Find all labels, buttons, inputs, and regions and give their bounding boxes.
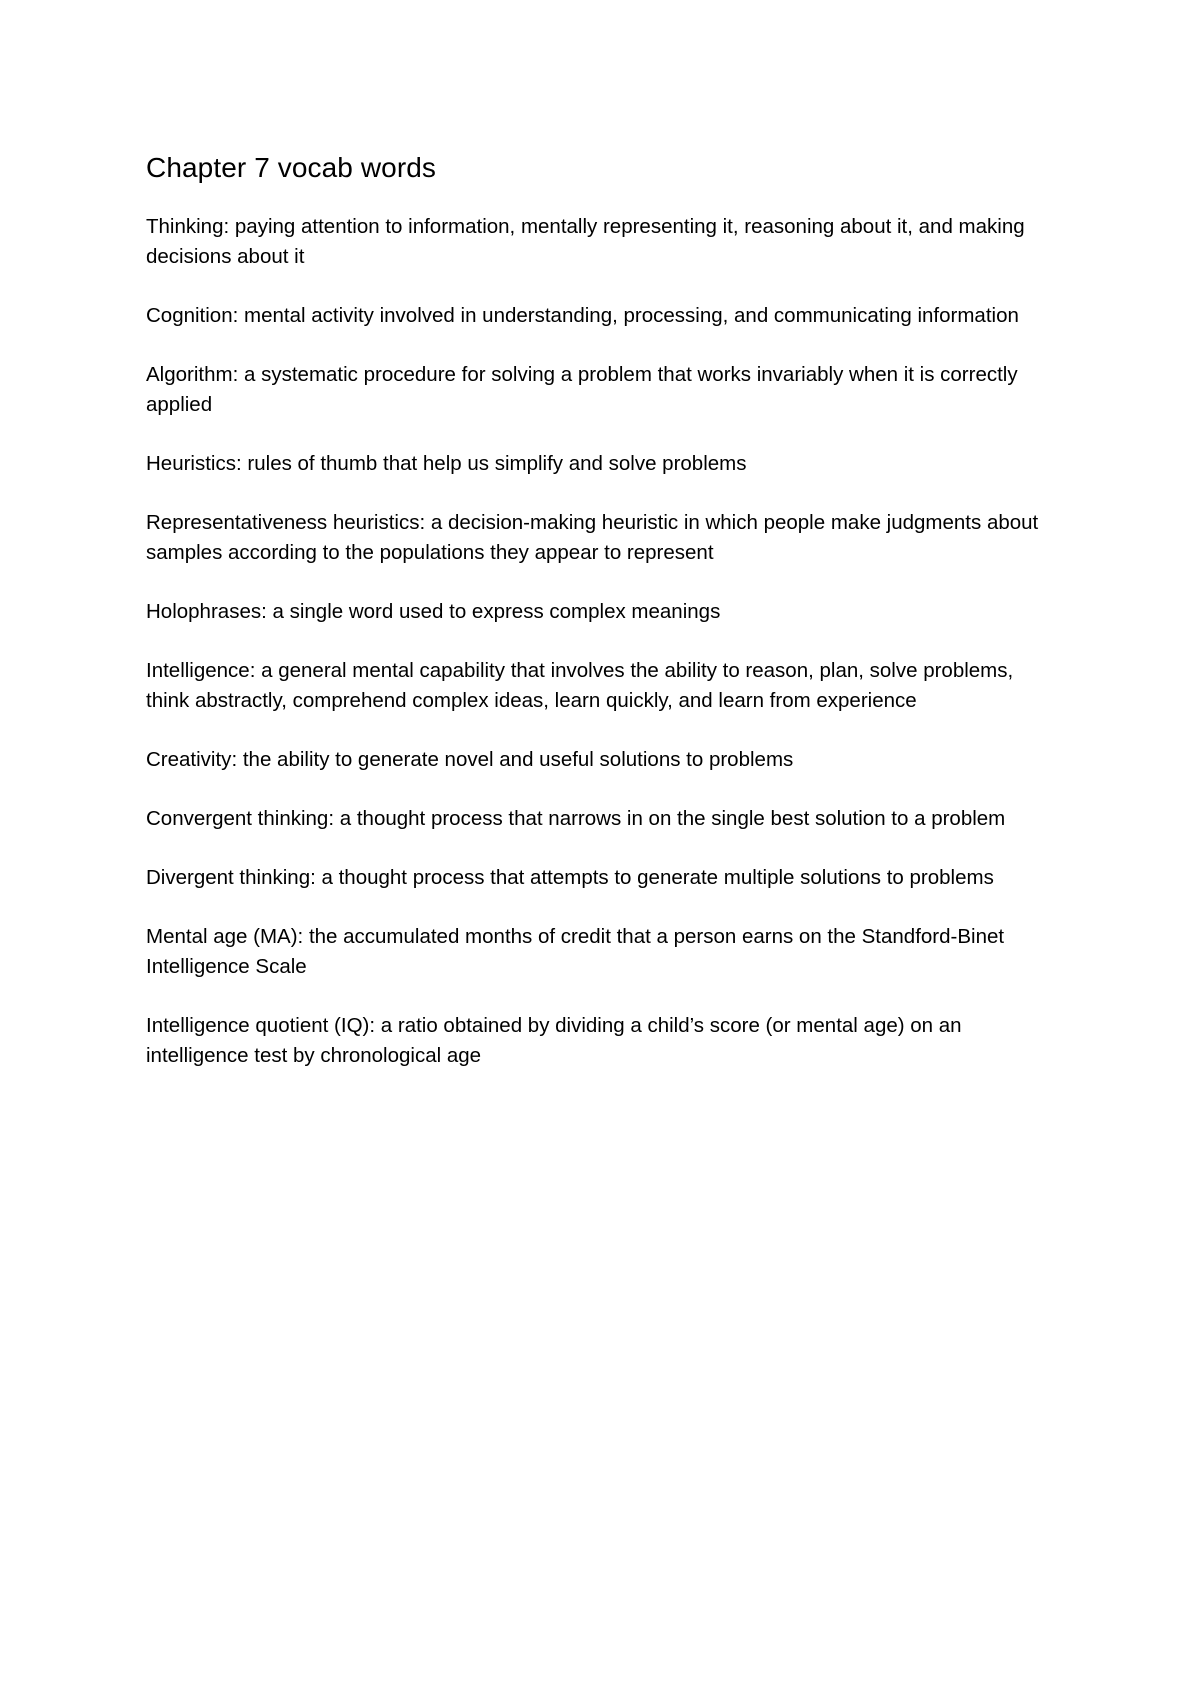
- vocab-entry-holophrases: [146, 597, 1058, 627]
- vocab-term: Representativeness heuristics: [146, 511, 420, 534]
- vocab-term: Holophrases: [146, 600, 262, 623]
- vocab-entry-convergent-thinking: [146, 804, 1058, 834]
- vocab-definition: a thought process that narrows in on the single best solution to a problem: [339, 807, 1006, 830]
- vocab-definition: mental activity involved in understanding, processing, and communicating information: [244, 304, 1019, 327]
- vocab-entry-creativity: [146, 745, 1058, 775]
- vocab-definition: a decision-making heuristic in which people make judgments about samples according to the populations they appear to represent: [146, 511, 1039, 564]
- vocab-definition: paying attention to information, mentally representing it, reasoning about it, and making decisions about it: [146, 215, 1025, 268]
- term-separator: :: [232, 363, 244, 386]
- term-separator: :: [328, 807, 340, 830]
- vocab-term: Heuristics: [146, 452, 236, 475]
- term-separator: :: [223, 215, 235, 238]
- term-separator: :: [231, 748, 243, 771]
- vocab-entry-algorithm: [146, 360, 1058, 420]
- vocab-entry-thinking: [146, 212, 1058, 272]
- vocab-definition: a single word used to express complex meanings: [272, 600, 721, 623]
- term-separator: :: [261, 600, 273, 623]
- vocab-definition: a systematic procedure for solving a problem that works invariably when it is correctly applied: [146, 363, 1018, 416]
- vocab-term: Thinking: [146, 215, 224, 238]
- vocab-entry-representativeness-heuristics: [146, 508, 1058, 568]
- vocab-term: Convergent thinking: [146, 807, 329, 830]
- term-separator: :: [232, 304, 245, 327]
- vocab-entry-heuristics: [146, 449, 1058, 479]
- term-separator: :: [297, 925, 309, 948]
- vocab-term: Creativity: [146, 748, 232, 771]
- vocab-definition: a general mental capability that involves the ability to reason, plan, solve problems, think abstractly, comprehend complex ideas, learn quickly, and learn from experience: [146, 659, 1014, 712]
- vocab-list: [146, 212, 1066, 1071]
- vocab-entry-intelligence-quotient: [146, 1011, 1058, 1071]
- vocab-term: Algorithm: [146, 363, 233, 386]
- vocab-entry-cognition: [146, 301, 1058, 331]
- vocab-term: Intelligence quotient (IQ): [146, 1014, 370, 1037]
- vocab-definition: the accumulated months of credit that a person earns on the Standford-Binet Intelligence Scale: [146, 925, 1005, 978]
- term-separator: :: [369, 1014, 381, 1037]
- vocab-entry-intelligence: [146, 656, 1058, 716]
- vocab-term: Cognition: [146, 304, 233, 327]
- vocab-definition: a thought process that attempts to generate multiple solutions to problems: [321, 866, 994, 889]
- term-separator: :: [310, 866, 322, 889]
- document-content: [146, 150, 1066, 1100]
- vocab-term: Intelligence: [146, 659, 250, 682]
- vocab-term: Divergent thinking: [146, 866, 311, 889]
- vocab-definition: rules of thumb that help us simplify and solve problems: [247, 452, 747, 475]
- vocab-entry-divergent-thinking: [146, 863, 1058, 893]
- vocab-definition: a ratio obtained by dividing a child’s score (or mental age) on an intelligence test by chronological age: [146, 1014, 962, 1067]
- term-separator: :: [236, 452, 248, 475]
- vocab-term: Mental age (MA): [146, 925, 298, 948]
- vocab-definition: the ability to generate novel and useful solutions to problems: [242, 748, 794, 771]
- term-separator: :: [249, 659, 262, 682]
- document-title: Chapter 7 vocab words: [146, 152, 437, 183]
- vocab-entry-mental-age: [146, 922, 1058, 982]
- term-separator: :: [419, 511, 431, 534]
